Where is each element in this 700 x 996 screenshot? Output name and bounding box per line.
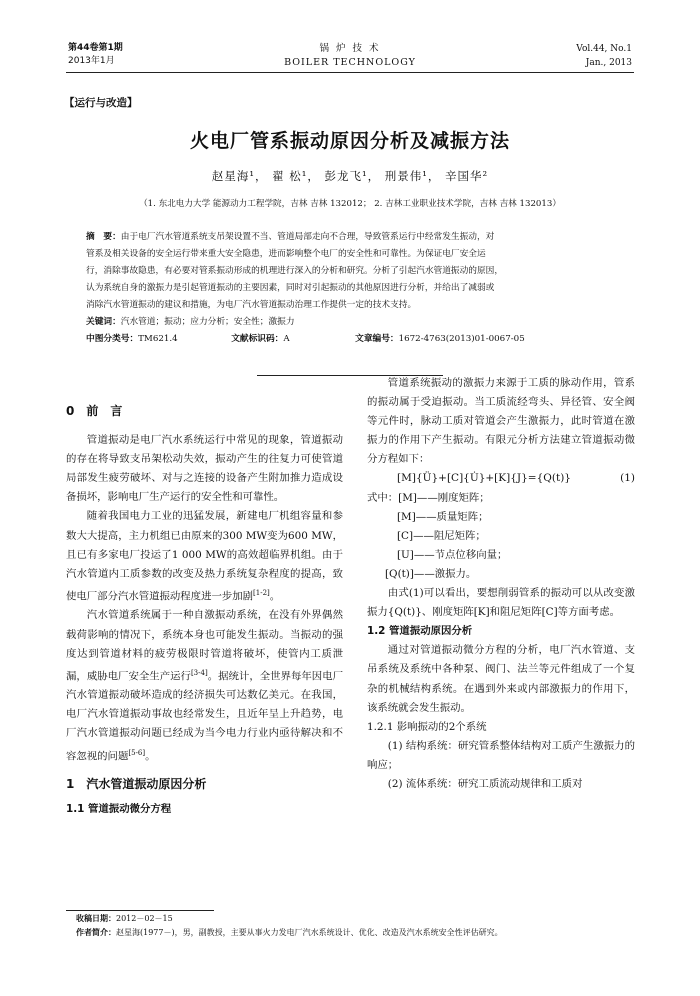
- header-date-en: Jan., 2013: [585, 58, 632, 68]
- right-column: [367, 374, 635, 794]
- subsection-heading-1-1: 1.1 管道振动微分方程: [66, 803, 172, 816]
- subsection-heading-1-2: 1.2 管道振动原因分析: [367, 625, 473, 638]
- equation: [M]{Ü}+[C]{U̇}+[K]{J}={Q(t)}: [397, 472, 571, 485]
- footnote-rule: [66, 910, 214, 911]
- author-bio-label: 作者简介：: [76, 928, 116, 937]
- intro-paragraph-3: 汽水管道系统属于一种自激振动系统，在没有外界偶然载荷影响的情况下，系统本身也可能发生振动。当振动的强度达到管道材料的疲劳极限时管道将破坏，使管内工质泄漏，威胁电厂安全生产运行[3-4]。据统计，全世界每年因电厂汽水管道振动破坏造成的经济损失可达数亿美元。在我国，电厂汽水管道振动事故也经常发生，且近年呈上升趋势，电厂汽水管道振动问题已经成为当今电力行业内亟待解决和不容忽视的问题[5-6]。: [66, 609, 344, 762]
- abstract-label: 摘 要：: [86, 232, 121, 242]
- article-number-label: 文章编号：: [355, 334, 399, 344]
- left-column: [66, 402, 343, 819]
- variable-description: ——节点位移向量；: [413, 548, 508, 561]
- variable-symbol: [U]: [397, 548, 414, 561]
- citation: [1-2]: [253, 588, 270, 597]
- variable-symbol: [C]: [397, 529, 414, 542]
- abstract-line: 消除汽水管道振动的建议和措施，为电厂汽水管道振动治理工作提供一定的技术支持。: [86, 300, 417, 310]
- abstract-line: 管系及相关设备的安全运行带来重大安全隐患，进而影响整个电厂的安全性和可靠性。为保证电厂安全运: [86, 249, 486, 259]
- abstract: [86, 229, 614, 348]
- intro-paragraph-2: 随着我国电力工业的迅猛发展，新建电厂机组容量和参数大大提高，主力机组已由原来的300 MW变为600 MW，且已有多家电厂投运了1 000 MW的高效超临界机组。由于汽水管道内工质参数的改变及热力系统复杂程度的提高，致使电厂部分汽水管道振动程度进一步加剧[1-2]。: [66, 510, 343, 603]
- body-paragraph: 通过对管道振动微分方程的分析，电厂汽水管道、支吊系统及系统中各种泵、阀门、法兰等元件组成了一个复杂的机械结构系统。在遇到外来或内部激振力的作用下，该系统就会发生振动。: [367, 644, 635, 714]
- where-label: 式中：: [367, 491, 399, 504]
- paper-title: 火电厂管系振动原因分析及减振方法: [189, 130, 510, 152]
- variable-symbol: [M]: [398, 491, 417, 504]
- doc-code-label: 文献标识码：: [231, 334, 284, 344]
- clc-number: TM621.4: [138, 334, 178, 344]
- variable-description: ——刚度矩阵；: [416, 491, 490, 504]
- list-item: (1) 结构系统：研究管系整体结构对工质产生激振力的响应；: [367, 739, 635, 771]
- header-volume-en: Vol.44, No.1: [576, 44, 632, 54]
- received-date: 2012－02－15: [116, 914, 173, 923]
- footnote: [76, 912, 636, 940]
- keywords-label: 关键词：: [86, 317, 121, 327]
- body-paragraph: 由式(1)可以看出，要想削弱管系的振动可以从改变激振力{Q(t)}、刚度矩阵[K]和阻尼矩阵[C]等方面考虑。: [367, 587, 635, 619]
- section-tag: 【运行与改造】: [64, 97, 138, 109]
- citation: [3-4]: [190, 668, 208, 677]
- intro-paragraph-1: 管道振动是电厂汽水系统运行中常见的现象，管道振动的存在将导致支吊架松动失效，振动产生的往复力可使管道局部发生疲劳破坏、对与之连接的设备产生附加推力造成设备损坏，影响电厂生产运行的安全性和可靠性。: [66, 434, 343, 504]
- equation-number: (1): [620, 472, 635, 485]
- doc-code: A: [283, 334, 290, 344]
- header-rule: [66, 72, 634, 73]
- author-list: 赵星海¹， 翟 松¹， 彭龙飞¹， 刑景伟¹， 辛国华²: [211, 169, 489, 183]
- variable-symbol: [Q(t)]: [385, 567, 414, 580]
- header-date-cn: 2013年1月: [68, 56, 115, 66]
- subsubsection-heading: 1.2.1 影响振动的2个系统: [367, 720, 487, 733]
- article-number: 1672-4763(2013)01-0067-05: [398, 334, 525, 344]
- variable-description: ——阻尼矩阵；: [413, 529, 486, 542]
- variable-description: ——质量矩阵；: [415, 510, 489, 523]
- list-item: (2) 流体系统：研究工质流动规律和工质对: [387, 777, 583, 790]
- abstract-line: 由于电厂汽水管道系统支吊架设置不当、管道局部走向不合理，导致管系运行中经常发生振动，对: [120, 232, 495, 242]
- affiliations: （1. 东北电力大学 能源动力工程学院，吉林 吉林 132012； 2. 吉林工业职业技术学院，吉林 吉林 132013）: [139, 199, 561, 209]
- received-label: 收稿日期：: [76, 914, 116, 923]
- abstract-line: 行，消除事故隐患，有必要对管系振动形成的机理进行深入的分析和研究。分析了引起汽水管道振动的原因，: [86, 266, 503, 276]
- body-paragraph: 管道系统振动的激振力来源于工质的脉动作用，管系的振动属于受迫振动。当工质流经弯头、异径管、安全阀等元件时，脉动工质对管道会产生激振力，此时管道在激振力的作用下产生振动。有限元分析方法建立管道振动微分方程如下：: [367, 377, 635, 466]
- header-journal-cn: 锅 炉 技 术: [319, 43, 381, 54]
- equation-1: [367, 469, 635, 488]
- keywords: 汽水管道；振动；应力分析；安全性；激振力: [120, 317, 295, 327]
- section-heading-1: 1 汽水管道振动原因分析: [66, 777, 207, 792]
- abstract-line: 认为系统自身的激振力是引起管道振动的主要因素，同时对引起振动的其他原因进行分析，并给出了减弱或: [86, 283, 495, 293]
- author-bio: 赵星海(1977－)，男，副教授，主要从事火力发电厂汽水系统设计、优化、改造及汽水系统安全性评估研究。: [116, 928, 503, 937]
- header-volume-cn: 第44卷第1期: [68, 43, 123, 53]
- header-journal-en: BOILER TECHNOLOGY: [284, 57, 416, 68]
- variable-symbol: [M]: [397, 510, 416, 523]
- clc-label: 中图分类号：: [86, 334, 139, 344]
- citation: [5-6]: [128, 748, 146, 757]
- section-heading-introduction: 0 前 言: [66, 404, 123, 418]
- variable-description: ——激振力。: [413, 567, 477, 580]
